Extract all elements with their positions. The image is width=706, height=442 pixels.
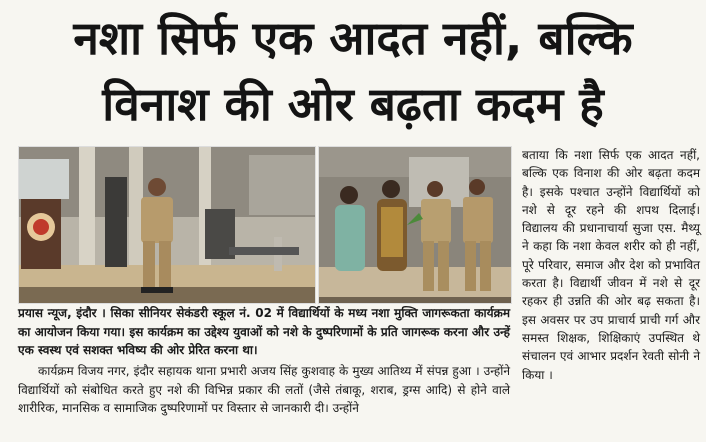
- lead-text: सिका सीनियर सेकंडरी स्कूल नं. 02 में विद्यार्थियों के मध्य नशा मुक्ति जागरूकता कार्यक्रम का आयोजन किया गया। इस कार्यक्रम का उद्देश्य युवाओं को नशे के दुष्परिणामों के प्रति जागरूक करना और उन्हें एक स्वस्थ एवं सशक्त भविष्य की ओर प्रेरित करना था।: [18, 306, 510, 357]
- article-paragraph: कार्यक्रम विजय नगर, इंदौर सहायक थाना प्रभारी अजय सिंह कुशवाह के मुख्य आतिथ्य में संपन्न हुआ । उन्होंने विद्यार्थियों को संबोधित करते हुए नशे की विभिन्न प्रकार की लतों (जैसे तंबाकू, शराब, ड्रग्स आदि) से होने वाले शारीरिक, मानसिक व सामाजिक दुष्परिणामों पर विस्तार से जानकारी दी। उन्होंने: [18, 364, 510, 415]
- event-photo-group: [318, 146, 512, 304]
- article-column-right: बताया कि नशा सिर्फ एक आदत नहीं, बल्कि एक विनाश की ओर बढ़ता कदम है। इसके पश्चात उन्होंने विद्यार्थियों को नशे से दूर रहने की शपथ दिलाई। विद्यालय की प्रधानाचार्या सुजा एस. मैथ्यू ने कहा कि नशा केवल शरीर को ही नहीं, पूरे परिवार, समाज और देश को प्रभावित करता है। विद्यार्थी जीवन में नशे से दूर रहकर ही उन्नति की ओर बढ़ सकता है। इस अवसर पर उप प्राचार्य प्राची गर्ग और समस्त शिक्षक, शिक्षिकाएं उपस्थित थे संचालन एवं आभार प्रदर्शन रेवती सोनी ने किया ।: [522, 148, 700, 382]
- headline: [0, 0, 706, 142]
- headline-line-2: विनाश की ओर बढ़ता कदम है: [102, 77, 604, 131]
- dateline: प्रयास न्यूज, इंदौर ।: [18, 306, 106, 320]
- headline-line-1: नशा सिर्फ एक आदत नहीं, बल्कि: [73, 11, 633, 65]
- article-lead: [18, 304, 510, 360]
- event-photo-speaker: [18, 146, 316, 304]
